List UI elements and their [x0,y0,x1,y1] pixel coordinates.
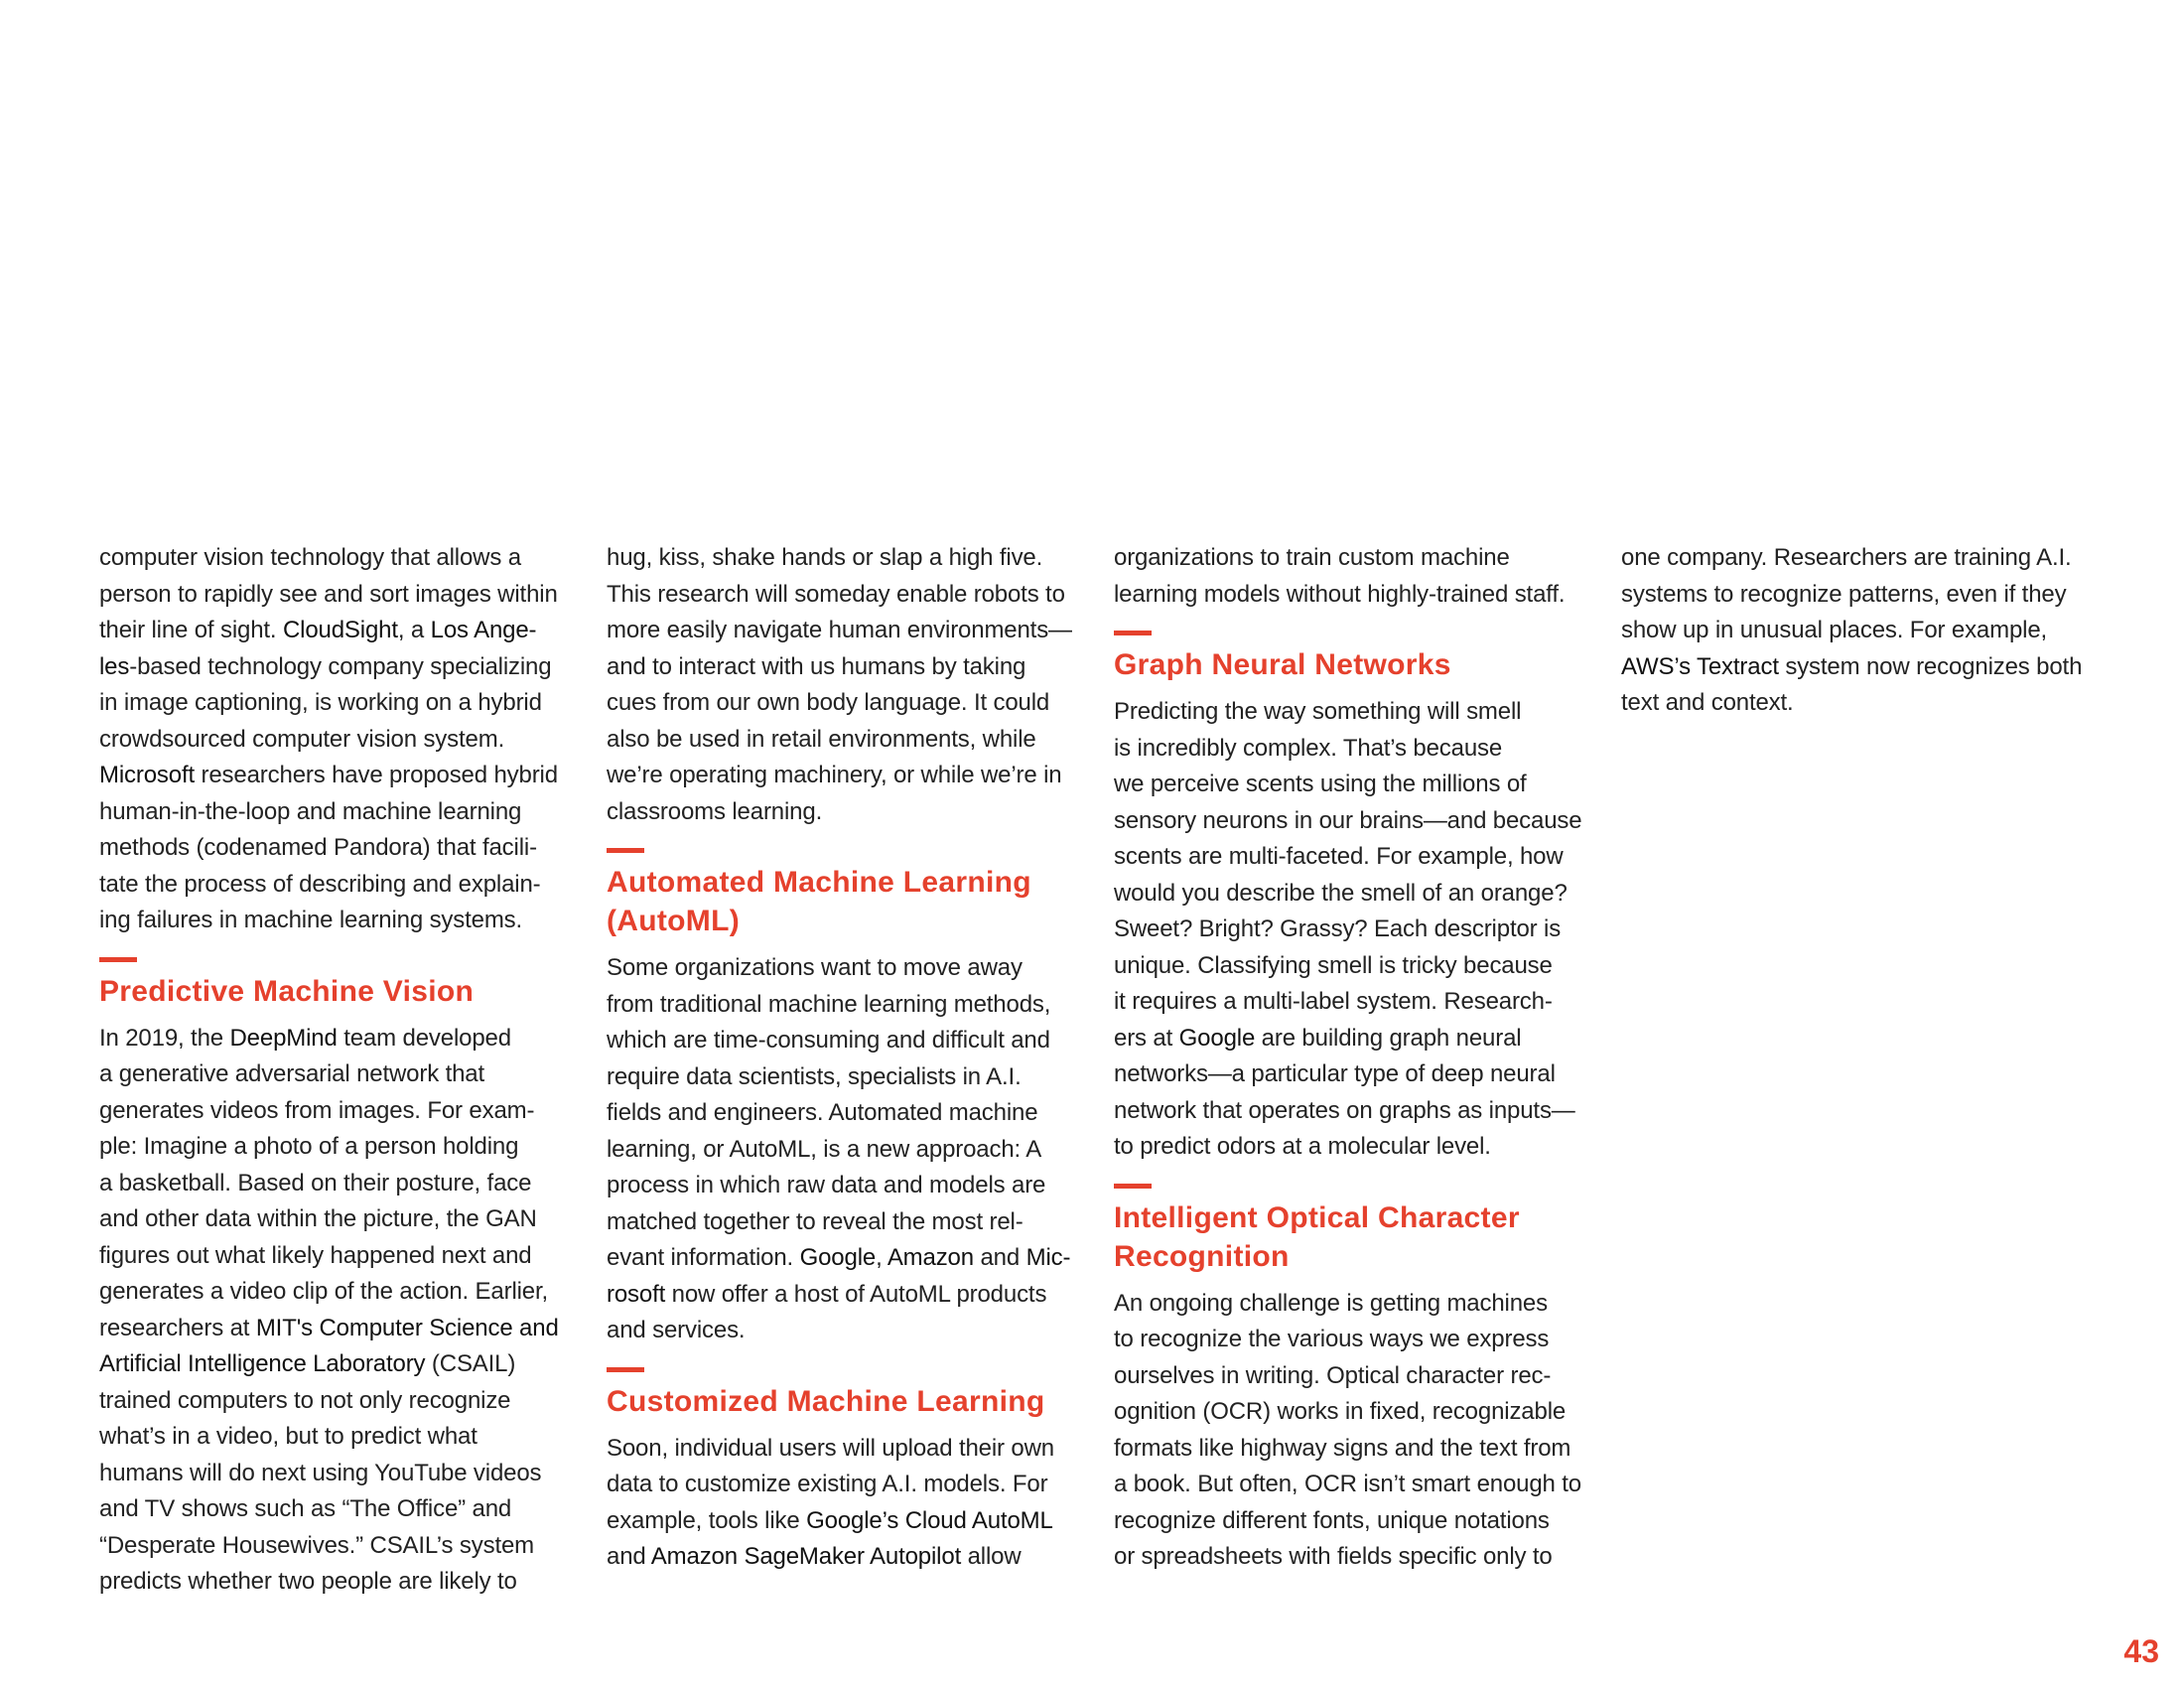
text-line: learning, or AutoML, is a new approach: A [607,1135,1042,1163]
text-line: methods (codenamed Pandora) that facili- [99,834,537,861]
body-paragraph [1114,694,1610,1166]
text-line: formats like highway signs and the text from [1114,1434,1571,1462]
entity-name: Amazon SageMaker Autopilot [650,1543,962,1570]
text-line: crowdsourced computer vision system. [99,725,505,753]
text-line: their line of sight. CloudSight, a Los Ange- [99,617,537,643]
heading-line: (AutoML) [607,905,741,937]
text-line: ourselves in writing. Optical character rec- [1114,1361,1552,1389]
section-divider [607,1367,644,1372]
article-column-3 [1114,540,1610,1590]
text-line: In 2019, the DeepMind team developed [99,1024,511,1052]
text-line: and to interact with us humans by taking [607,652,1026,680]
body-paragraph [607,950,1103,1349]
text-line: what’s in a video, but to predict what [99,1423,478,1450]
heading-line: Intelligent Optical Character [1114,1200,1520,1234]
text-line: generates videos from images. For exam- [99,1096,535,1124]
section-heading [99,972,596,1011]
body-paragraph [1114,1286,1610,1576]
text-line: Artificial Intelligence Laboratory (CSAIL) [99,1350,516,1377]
entity-name: les [99,652,130,680]
text-line: to recognize the various ways we express [1114,1326,1550,1352]
text-line: Soon, individual users will upload their own [607,1434,1054,1462]
section-divider [607,848,644,853]
text-line: predicts whether two people are likely to [99,1568,517,1595]
text-line: human-in-the-loop and machine learning [99,797,522,825]
article-column-1 [99,540,596,1615]
text-line: classrooms learning. [607,797,823,825]
body-paragraph [607,1431,1103,1576]
text-line: it requires a multi-label system. Research- [1114,988,1553,1015]
entity-name: AWS’s Textract [1621,652,1779,680]
text-line: ognition (OCR) works in fixed, recognizable [1114,1398,1567,1425]
text-line: scents are multi-faceted. For example, how [1114,843,1564,870]
text-line: we’re operating machinery, or while we’re in [607,762,1062,788]
heading-line: Automated Machine Learning [607,866,1031,899]
text-line: a basketball. Based on their posture, face [99,1169,532,1196]
text-line: recognize different fonts, unique notations [1114,1506,1550,1534]
text-line: also be used in retail environments, while [607,725,1036,753]
text-line: is incredibly complex. That’s because [1114,734,1503,762]
text-line: sensory neurons in our brains—and because [1114,806,1582,834]
heading-line: Customized Machine Learning [607,1384,1045,1418]
article-column-4 [1621,540,2117,736]
text-line: AWS’s Textract system now recognizes both [1621,652,2083,680]
text-line: tate the process of describing and explain- [99,870,541,898]
section-heading [1114,1198,1610,1276]
section-divider [1114,1184,1152,1189]
text-line: person to rapidly see and sort images within [99,580,558,608]
text-line: matched together to reveal the most rel- [607,1207,1024,1235]
entity-name: rosoft [607,1280,666,1308]
text-line: ers at Google are building graph neural [1114,1024,1522,1052]
text-line: fields and engineers. Automated machine [607,1099,1038,1126]
text-line: and other data within the picture, the GAN [99,1205,537,1232]
text-line: or spreadsheets with fields specific only to [1114,1543,1553,1570]
text-line: would you describe the smell of an orange? [1114,879,1568,907]
section-heading [607,1382,1103,1421]
text-line: cues from our own body language. It could [607,689,1050,716]
text-line: a book. But often, OCR isn’t smart enough to [1114,1471,1581,1497]
text-line: les-based technology company specializing [99,652,552,680]
text-line: and services. [607,1317,746,1343]
entity-name: MIT's Computer Science and [255,1314,559,1341]
text-line: text and context. [1621,689,1794,716]
heading-line: Predictive Machine Vision [99,974,475,1008]
text-line: Some organizations want to move away [607,954,1023,981]
text-line: hug, kiss, shake hands or slap a high five. [607,544,1043,571]
entity-name: Amazon [887,1244,974,1271]
entity-name: Mic- [1025,1244,1071,1271]
text-line: a generative adversarial network that [99,1060,485,1087]
text-line: Predicting the way something will smell [1114,698,1522,725]
body-paragraph [1621,540,2117,722]
text-line: organizations to train custom machine [1114,544,1510,571]
text-line: rosoft now offer a host of AutoML products [607,1280,1047,1308]
entity-name: Los Ange- [430,617,537,643]
text-line: computer vision technology that allows a [99,544,521,571]
text-line: which are time-consuming and difficult and [607,1027,1050,1054]
text-line: unique. Classifying smell is tricky because [1114,951,1553,979]
section-divider [99,957,137,962]
text-line: evant information. Google, Amazon and Mic- [607,1244,1071,1271]
text-line: from traditional machine learning methods, [607,990,1051,1018]
entity-name: Google’s Cloud AutoML [806,1506,1053,1534]
text-line: data to customize existing A.I. models. For [607,1471,1048,1497]
section-divider [1114,631,1152,635]
text-line: network that operates on graphs as inputs— [1114,1096,1575,1124]
body-paragraph [1114,540,1610,613]
entity-name: DeepMind [229,1024,338,1052]
body-paragraph [99,540,596,939]
text-line: more easily navigate human environments— [607,617,1072,643]
entity-name: Google [799,1244,877,1271]
text-line: we perceive scents using the millions of [1114,771,1527,797]
text-line: humans will do next using YouTube videos [99,1459,542,1486]
article-column-2 [607,540,1103,1590]
entity-name: Microsoft [99,762,195,788]
text-line: ple: Imagine a photo of a person holding [99,1133,519,1160]
entity-name: CloudSight [282,617,398,643]
text-line: networks—a particular type of deep neural [1114,1060,1556,1087]
page-number: 43 [2123,1633,2159,1669]
text-line: systems to recognize patterns, even if they [1621,580,2067,608]
section-heading [607,863,1103,940]
text-line: to predict odors at a molecular level. [1114,1133,1491,1160]
text-line: researchers at MIT's Computer Science and [99,1314,559,1341]
body-paragraph [99,1021,596,1601]
heading-line: Graph Neural Networks [1114,648,1451,681]
text-line: “Desperate Housewives.” CSAIL’s system [99,1531,535,1559]
text-line: and Amazon SageMaker Autopilot allow [607,1543,1022,1570]
text-line: and TV shows such as “The Office” and [99,1495,512,1522]
text-line: ing failures in machine learning systems. [99,907,523,933]
text-line: figures out what likely happened next and [99,1241,532,1269]
text-line: This research will someday enable robots to [607,580,1065,608]
text-line: Sweet? Bright? Grassy? Each descriptor is [1114,915,1562,942]
text-line: require data scientists, specialists in A.I. [607,1062,1022,1090]
text-line: learning models without highly-trained staff. [1114,580,1566,608]
entity-name: Google [1178,1024,1256,1052]
text-line: one company. Researchers are training A.I. [1621,544,2072,571]
entity-name: Artificial Intelligence Laboratory [99,1350,426,1377]
body-paragraph [607,540,1103,830]
text-line: trained computers to not only recognize [99,1386,511,1414]
heading-line: Recognition [1114,1239,1290,1273]
text-line: show up in unusual places. For example, [1621,617,2048,643]
text-line: in image captioning, is working on a hybrid [99,689,542,716]
text-line: generates a video clip of the action. Earlier, [99,1278,549,1305]
text-line: Microsoft researchers have proposed hybrid [99,762,558,788]
section-heading [1114,645,1610,684]
text-line: example, tools like Google’s Cloud AutoML [607,1506,1053,1534]
text-line: An ongoing challenge is getting machines [1114,1289,1548,1317]
text-line: process in which raw data and models are [607,1172,1046,1198]
